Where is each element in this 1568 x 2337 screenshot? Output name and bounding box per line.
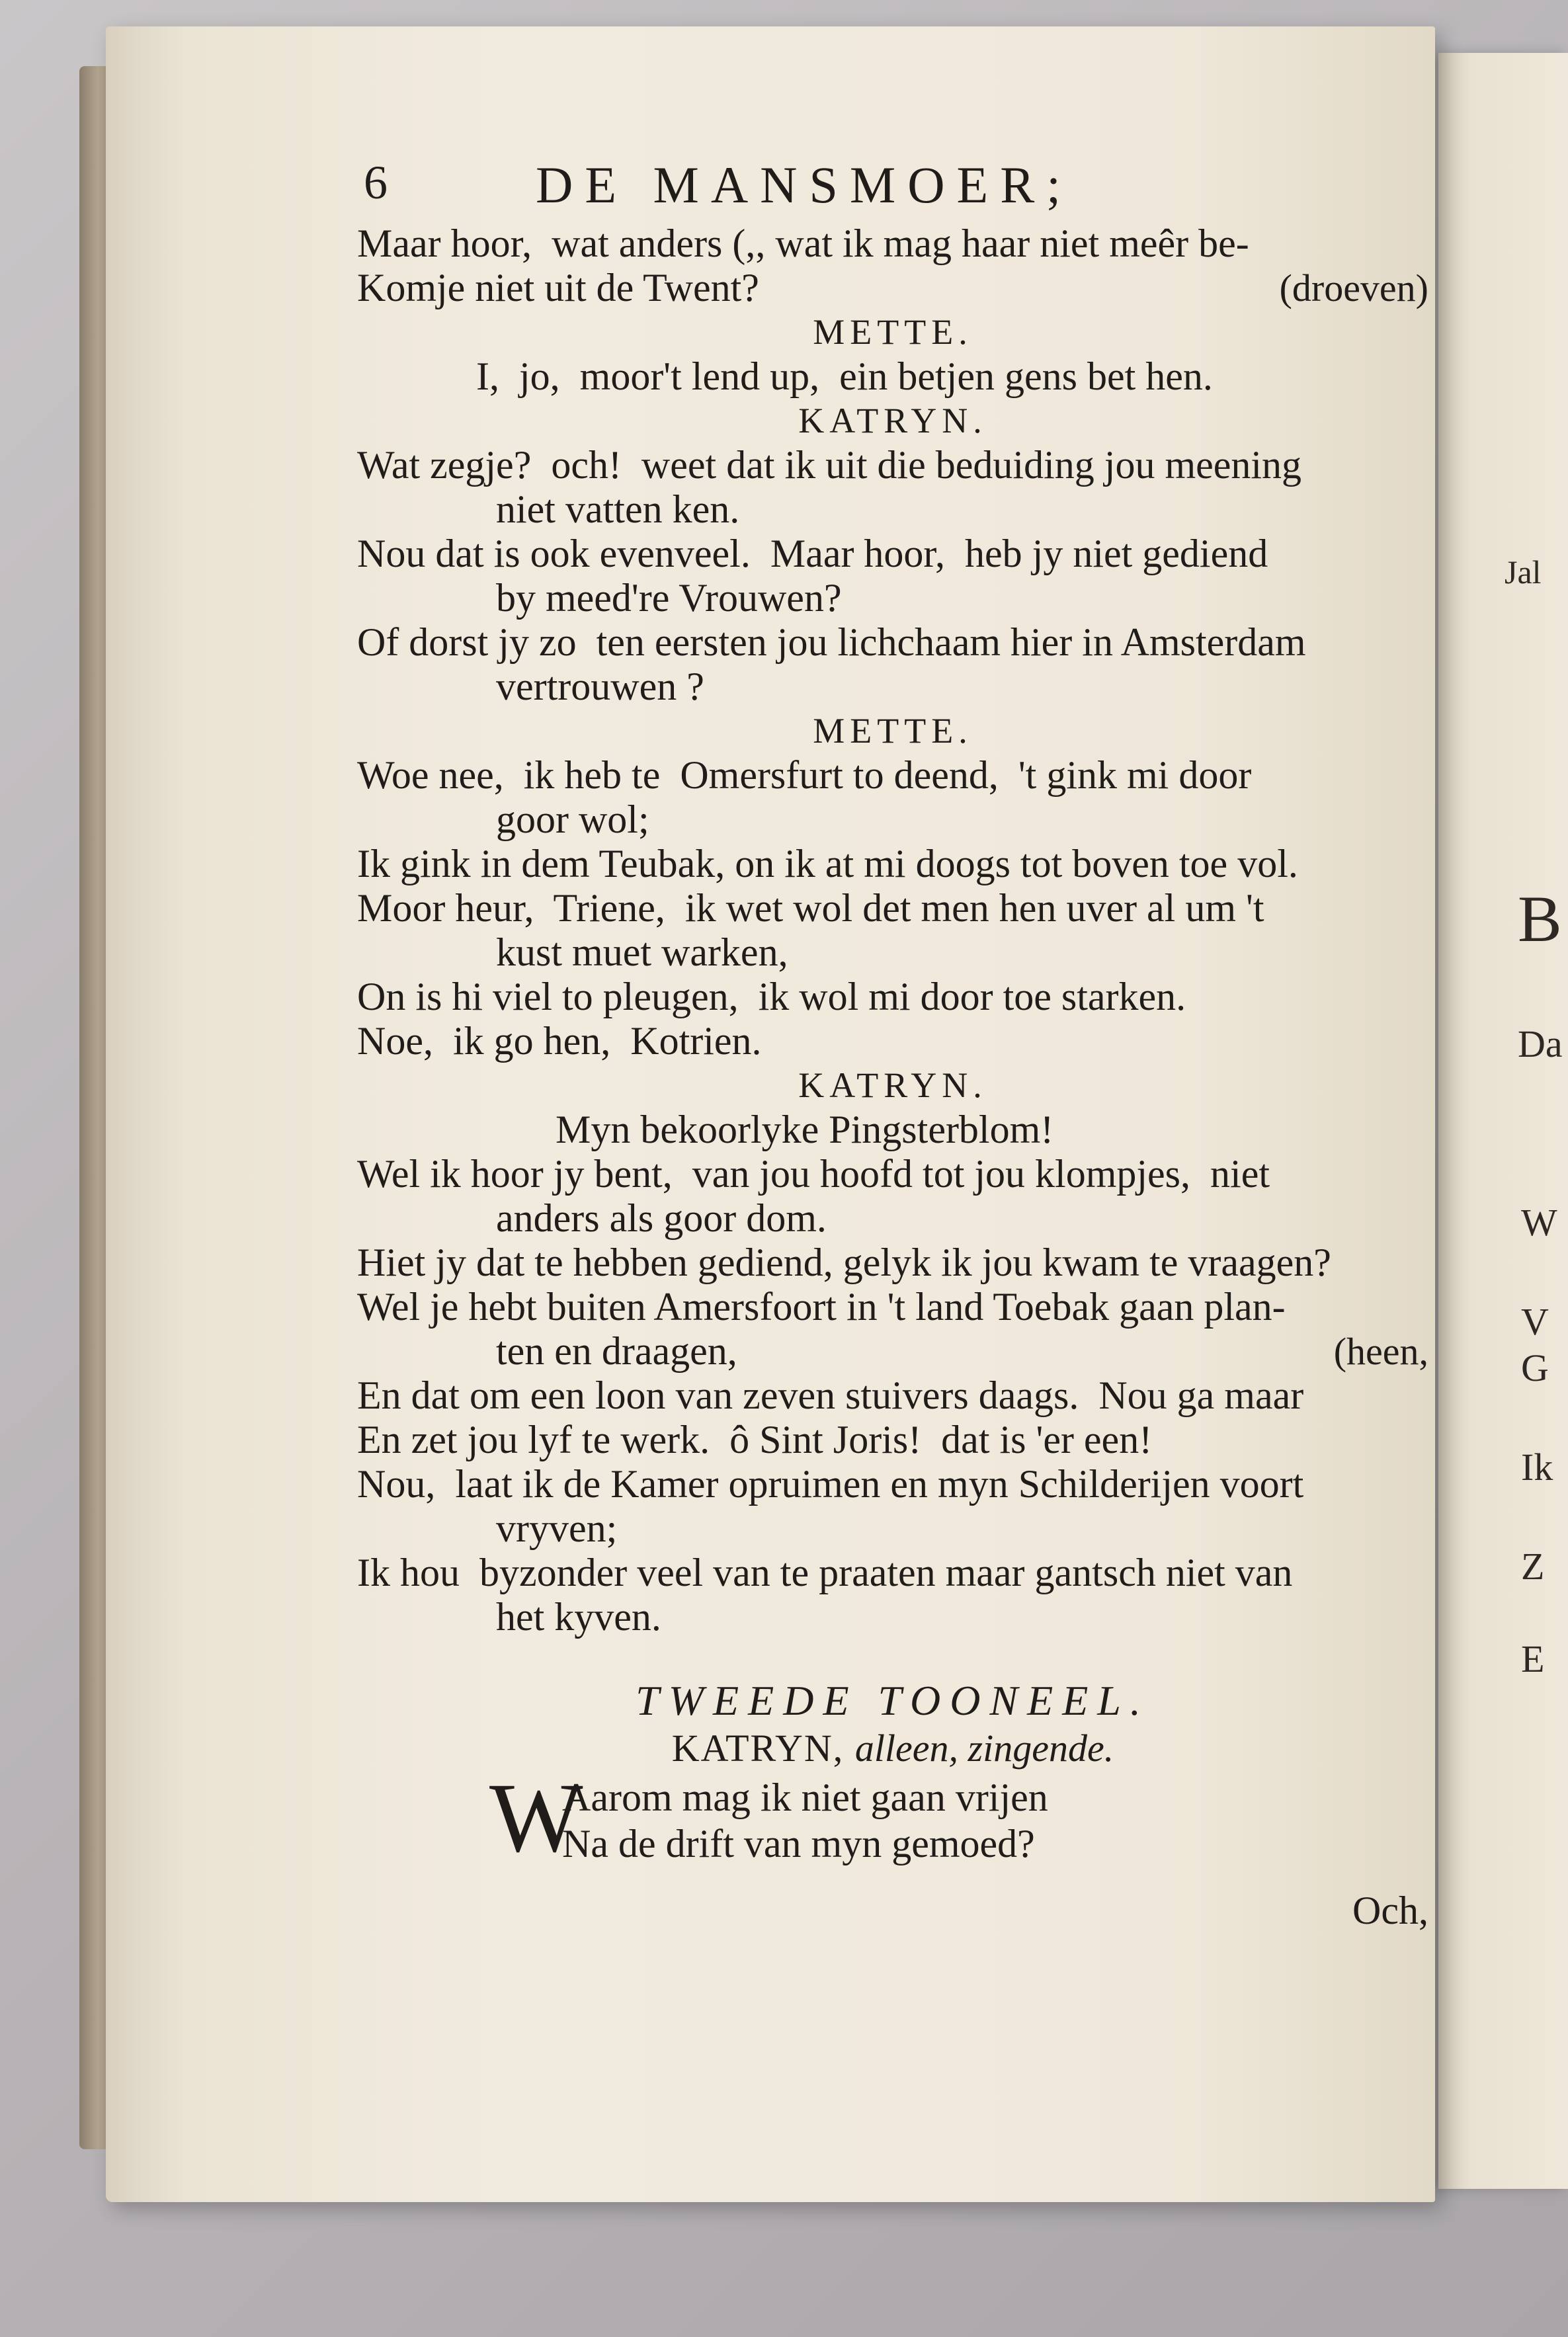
verse-line bbox=[357, 1462, 1428, 1506]
line-text: En zet jou lyf te werk. ô Sint Joris! dat is 'er een! bbox=[357, 1418, 1153, 1461]
line-text: Maar hoor, wat anders (,, wat ik mag haar niet meêr be- bbox=[357, 222, 1249, 265]
verse-continuation bbox=[357, 1329, 1428, 1374]
line-text: On is hi viel to pleugen, ik wol mi door toe starken. bbox=[357, 975, 1186, 1018]
catchword: Och, bbox=[1352, 1889, 1428, 1932]
stage-direction: alleen, zingende. bbox=[854, 1727, 1114, 1770]
line-text: Noe, ik go hen, Kotrien. bbox=[357, 1019, 762, 1063]
verse-continuation bbox=[357, 798, 1428, 842]
line-text: KATRYN. bbox=[798, 401, 987, 440]
verse-line bbox=[357, 1551, 1428, 1595]
drop-cap: W bbox=[489, 1763, 583, 1873]
facing-fragment: Z bbox=[1521, 1545, 1545, 1588]
song-line: Aarom mag ik niet gaan vrijen bbox=[562, 1776, 1048, 1819]
verse-line bbox=[357, 886, 1428, 930]
verse-continuation bbox=[357, 665, 1428, 709]
verse-continuation bbox=[357, 487, 1428, 532]
verse-line bbox=[357, 842, 1428, 886]
song-line: Na de drift van myn gemoed? bbox=[562, 1822, 1035, 1866]
line-text: goor wol; bbox=[496, 798, 649, 841]
facing-fragment: Jal bbox=[1505, 554, 1542, 591]
verse-line bbox=[357, 1108, 1428, 1152]
verse-line bbox=[357, 266, 1428, 310]
line-text: Ik hou byzonder veel van te praaten maar gantsch niet van bbox=[357, 1551, 1293, 1594]
verse-line bbox=[357, 1374, 1428, 1418]
verse-continuation bbox=[357, 576, 1428, 620]
facing-fragment: W bbox=[1521, 1201, 1557, 1244]
verse-line bbox=[357, 1152, 1428, 1196]
verse-line bbox=[357, 1019, 1428, 1063]
facing-fragment: V bbox=[1521, 1300, 1549, 1343]
verse-line bbox=[357, 1285, 1428, 1329]
line-text: Nou dat is ook evenveel. Maar hoor, heb jy niet gediend bbox=[357, 532, 1268, 575]
verse-continuation bbox=[357, 1506, 1428, 1551]
line-text: kust muet warken, bbox=[496, 930, 788, 974]
line-text: Woe nee, ik heb te Omersfurt to deend, 't gink mi door bbox=[357, 753, 1252, 797]
line-text: Wel je hebt buiten Amersfoort in 't land Toebak gaan plan- bbox=[357, 1285, 1286, 1329]
facing-fragment: B bbox=[1518, 882, 1562, 956]
running-title: DE MANSMOER; bbox=[536, 156, 1073, 214]
page-text bbox=[357, 149, 1428, 1937]
verse-line bbox=[357, 1418, 1428, 1462]
facing-fragment: G bbox=[1521, 1346, 1549, 1389]
verse-continuation bbox=[357, 1595, 1428, 1639]
line-text: METTE. bbox=[813, 312, 973, 352]
facing-page bbox=[1438, 53, 1568, 2189]
speaker-name bbox=[357, 1063, 1428, 1108]
song bbox=[357, 1763, 1428, 1873]
verse-line bbox=[357, 443, 1428, 487]
verse-line bbox=[357, 532, 1428, 576]
line-text: vryven; bbox=[496, 1506, 618, 1550]
line-text: vertrouwen ? bbox=[496, 665, 704, 708]
dialogue bbox=[357, 222, 1428, 1639]
speaker-name bbox=[357, 310, 1428, 354]
facing-fragment: Ik bbox=[1521, 1446, 1553, 1489]
verse-continuation bbox=[357, 1196, 1428, 1241]
verse-line bbox=[357, 354, 1428, 399]
line-text: anders als goor dom. bbox=[496, 1196, 827, 1240]
verse-line bbox=[357, 620, 1428, 665]
verse-line bbox=[357, 1241, 1428, 1285]
speaker-name bbox=[357, 399, 1428, 443]
line-text: METTE. bbox=[813, 711, 973, 751]
line-text: I, jo, moor't lend up, ein betjen gens bet hen. bbox=[357, 354, 1213, 398]
line-text: Wel ik hoor jy bent, van jou hoofd tot jou klompjes, niet bbox=[357, 1152, 1270, 1196]
line-text: ten en draagen, bbox=[496, 1329, 737, 1373]
speaker-name bbox=[357, 709, 1428, 753]
line-text: by meed're Vrouwen? bbox=[496, 576, 842, 620]
running-head bbox=[357, 149, 1428, 222]
line-text: Ik gink in dem Teubak, on ik at mi doogs tot boven toe vol. bbox=[357, 842, 1298, 885]
line-text: Hiet jy dat te hebben gediend, gelyk ik jou kwam te vraagen? bbox=[357, 1241, 1331, 1284]
verse-line bbox=[357, 975, 1428, 1019]
line-text: En dat om een loon van zeven stuivers daags. Nou ga maar bbox=[357, 1374, 1304, 1417]
line-text: Wat zegje? och! weet dat ik uit die beduiding jou meening bbox=[357, 443, 1302, 487]
verse-line bbox=[357, 753, 1428, 798]
line-text: Of dorst jy zo ten eersten jou lichchaam hier in Amsterdam bbox=[357, 620, 1306, 664]
line-text: het kyven. bbox=[496, 1595, 661, 1639]
line-text: Myn bekoorlyke Pingsterblom! bbox=[357, 1108, 1054, 1151]
verse-line bbox=[357, 222, 1428, 266]
facing-fragment: E bbox=[1521, 1637, 1545, 1680]
line-text: Moor heur, Triene, ik wet wol det men hen uver al um 't bbox=[357, 886, 1264, 930]
turned-line-note: (heen, bbox=[1333, 1330, 1428, 1373]
facing-fragment: Da bbox=[1518, 1022, 1563, 1065]
page-number: 6 bbox=[364, 156, 388, 209]
scene-speaker: KATRYN, bbox=[671, 1727, 845, 1770]
scene-title: TWEEDE TOONEEL. bbox=[636, 1677, 1150, 1724]
line-text: Komje niet uit de Twent? bbox=[357, 266, 759, 309]
line-text: niet vatten ken. bbox=[496, 487, 740, 531]
line-text: KATRYN. bbox=[798, 1065, 987, 1105]
verse-continuation bbox=[357, 930, 1428, 975]
turned-line-note: (droeven) bbox=[1279, 266, 1428, 309]
line-text: Nou, laat ik de Kamer opruimen en myn Schilderijen voort bbox=[357, 1462, 1304, 1506]
